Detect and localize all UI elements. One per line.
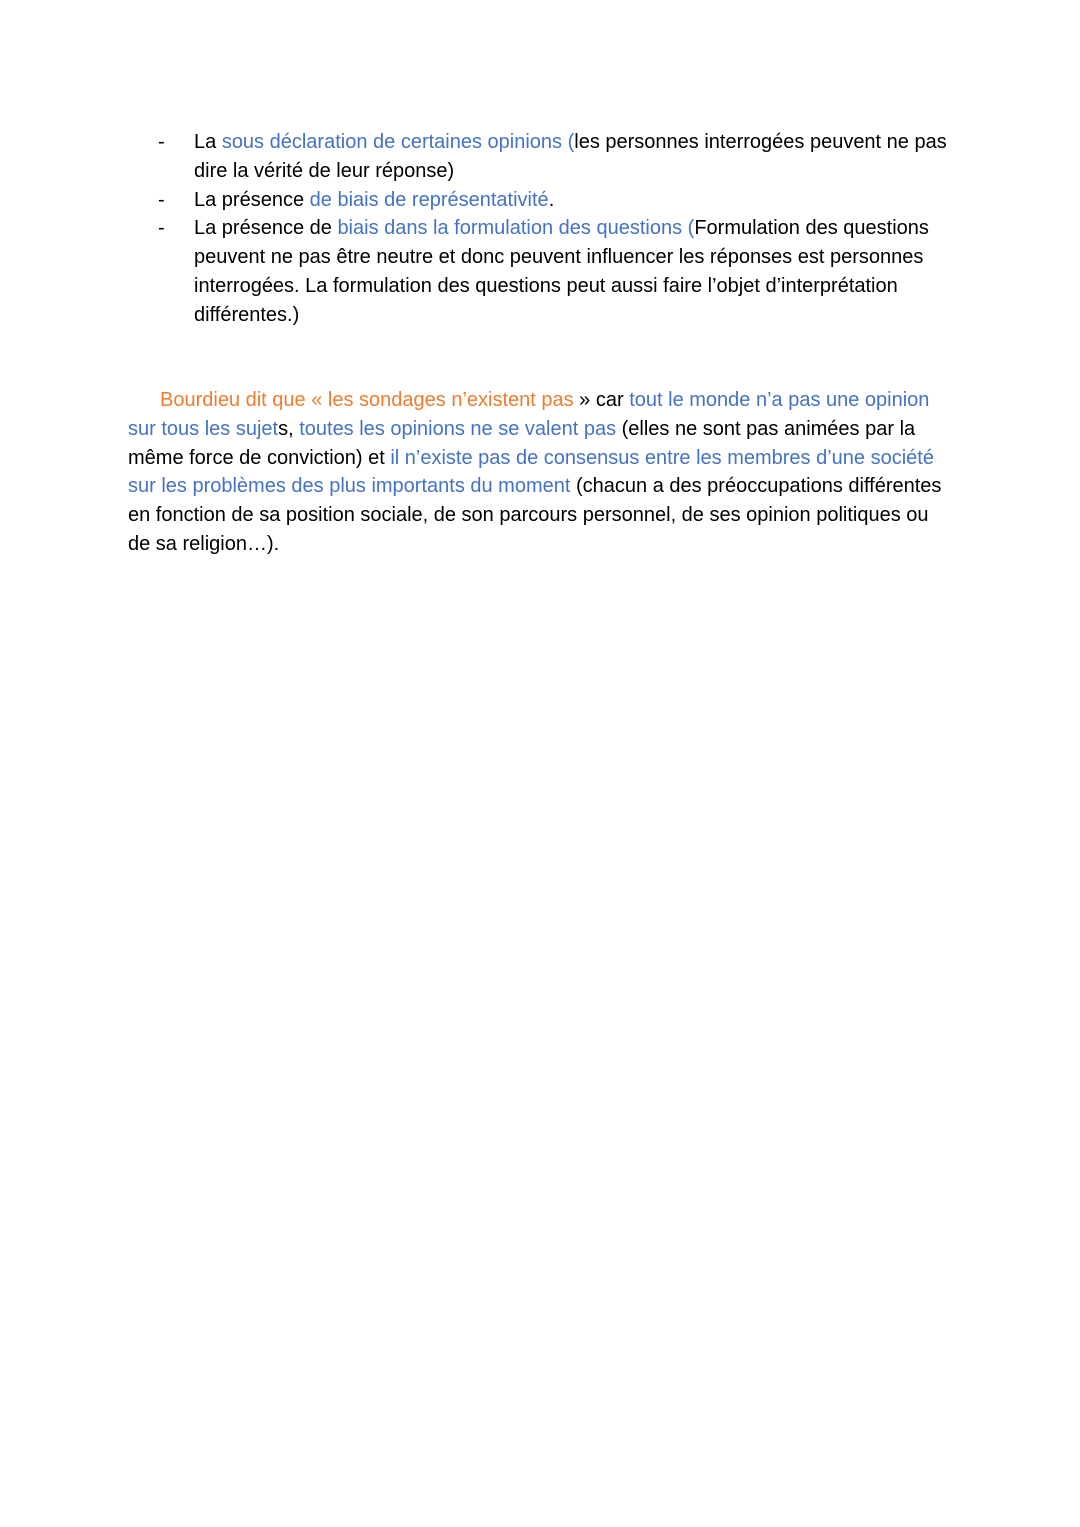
bullet-text: les personnes interrogées peuvent ne pas dire la vérité de leur réponse): [194, 131, 947, 182]
quote-text: Bourdieu dit que « les sondages n’existent pas: [160, 389, 574, 411]
highlight-text: il n’existe pas de consensus entre les membres d’une société sur les problèmes des plus importants du moment: [128, 446, 934, 498]
bullet-item: [158, 214, 958, 329]
bullet-list: [158, 128, 958, 330]
bullet-dash: -: [158, 131, 165, 153]
paragraph-text: (chacun a des préoccupations différentes en fonction de sa position sociale, de son parcours personnel, de ses opinion politiques ou de sa religion…).: [128, 475, 942, 555]
paragraph-text: (elles ne sont pas animées par la même force de conviction) et: [128, 417, 916, 469]
bourdieu-paragraph: [128, 386, 950, 559]
highlight-text: biais dans la formulation des questions (: [337, 217, 695, 240]
highlight-text: tout le monde n’a pas une opinion sur tous les sujet: [128, 389, 930, 440]
highlight-text: toutes les opinions ne se valent pas: [299, 417, 617, 440]
bullet-text: La présence de: [194, 217, 338, 240]
bullet-text: Formulation des questions peuvent ne pas être neutre et donc peuvent influencer les réponses est personnes interrogées. La formulation des questions peut aussi faire l’objet d’interprétation différentes.): [194, 217, 929, 326]
highlight-text: de biais de représentativité: [309, 188, 549, 211]
bullet-text: .: [548, 188, 555, 211]
bullet-text: La: [194, 131, 222, 153]
bullet-item: [158, 128, 958, 186]
bullet-dash: -: [158, 188, 165, 211]
paragraph-text: » car: [573, 389, 630, 411]
highlight-text: sous déclaration de certaines opinions (: [221, 131, 575, 153]
bullet-dash: -: [158, 217, 165, 240]
bullet-item: [158, 186, 958, 215]
paragraph-text: s,: [278, 417, 300, 440]
bullet-text: La présence: [194, 188, 310, 211]
